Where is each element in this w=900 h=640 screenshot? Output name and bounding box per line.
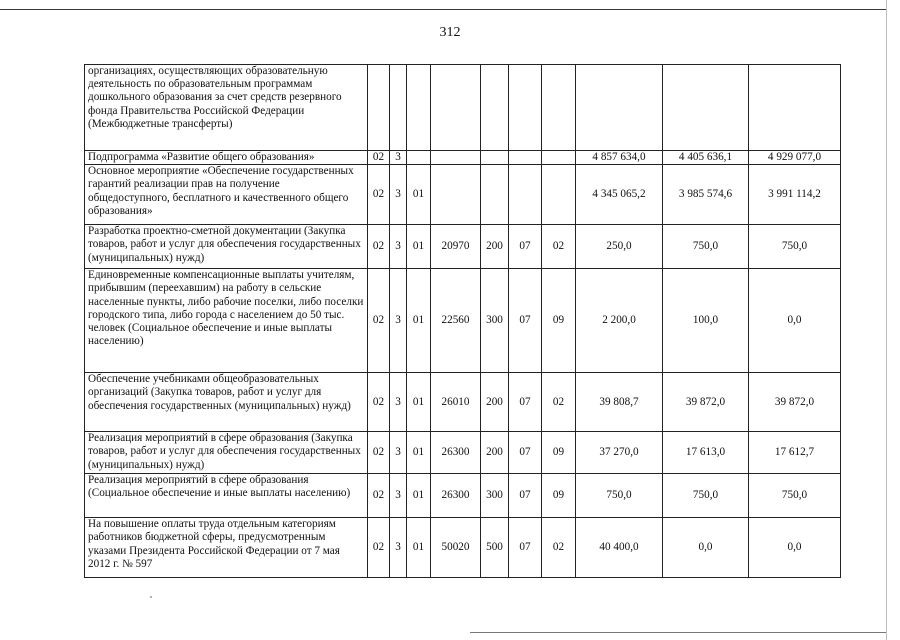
amount-cell: 4 929 077,0 [749, 151, 841, 165]
amount-cell: 3 985 574,6 [663, 165, 749, 225]
code-cell: 3 [390, 269, 407, 373]
amount-cell: 4 405 636,1 [663, 151, 749, 165]
code-cell: 07 [509, 225, 542, 269]
code-cell: 26010 [431, 373, 481, 432]
code-cell [368, 65, 390, 151]
code-cell: 3 [390, 165, 407, 225]
code-cell [509, 165, 542, 225]
code-cell [431, 151, 481, 165]
code-cell: 3 [390, 474, 407, 518]
code-cell: 02 [368, 225, 390, 269]
amount-cell: 0,0 [749, 269, 841, 373]
code-cell: 200 [481, 373, 509, 432]
table-row [85, 225, 841, 269]
code-cell [390, 65, 407, 151]
row-description: Реализация мероприятий в сфере образования (Закупка товаров, работ и услуг для обеспечения государственных (муниципальных) нужд) [85, 432, 368, 474]
code-cell: 20970 [431, 225, 481, 269]
row-description: Основное мероприятие «Обеспечение государственных гарантий реализации прав на получение общедоступного, бесплатного и качественного общего образования» [85, 165, 368, 225]
amount-cell: 39 808,7 [576, 373, 663, 432]
code-cell: 07 [509, 269, 542, 373]
table-row [85, 269, 841, 373]
amount-cell: 17 613,0 [663, 432, 749, 474]
amount-cell: 250,0 [576, 225, 663, 269]
amount-cell: 40 400,0 [576, 518, 663, 578]
table-row [85, 151, 841, 165]
code-cell: 09 [542, 432, 576, 474]
code-cell: 01 [407, 432, 431, 474]
table-row [85, 373, 841, 432]
code-cell: 01 [407, 373, 431, 432]
code-cell: 26300 [431, 474, 481, 518]
code-cell: 02 [368, 373, 390, 432]
code-cell [431, 65, 481, 151]
code-cell [542, 165, 576, 225]
amount-cell: 17 612,7 [749, 432, 841, 474]
row-description: организациях, осуществляющих образовательную деятельность по образовательным программам дошкольного образования за счет средств резервного фонда Правительства Российской Федерации (Межбюджетные трансферты) [85, 65, 368, 151]
amount-cell: 100,0 [663, 269, 749, 373]
table-row [85, 432, 841, 474]
code-cell: 3 [390, 432, 407, 474]
code-cell: 09 [542, 474, 576, 518]
row-description: Обеспечение учебниками общеобразовательных организаций (Закупка товаров, работ и услуг для обеспечения государственных (муниципальных) нужд) [85, 373, 368, 432]
amount-cell: 2 200,0 [576, 269, 663, 373]
code-cell [509, 151, 542, 165]
code-cell: 02 [368, 269, 390, 373]
code-cell [407, 65, 431, 151]
code-cell: 02 [368, 518, 390, 578]
code-cell: 22560 [431, 269, 481, 373]
amount-cell [576, 65, 663, 151]
code-cell: 200 [481, 432, 509, 474]
code-cell: 50020 [431, 518, 481, 578]
code-cell: 500 [481, 518, 509, 578]
amount-cell: 750,0 [663, 474, 749, 518]
code-cell: 02 [368, 432, 390, 474]
code-cell: 07 [509, 373, 542, 432]
code-cell: 09 [542, 269, 576, 373]
code-cell: 01 [407, 269, 431, 373]
row-description: Подпрограмма «Развитие общего образования» [85, 151, 368, 165]
amount-cell: 3 991 114,2 [749, 165, 841, 225]
code-cell: 3 [390, 518, 407, 578]
code-cell: 3 [390, 373, 407, 432]
amount-cell: 750,0 [749, 474, 841, 518]
amount-cell [663, 65, 749, 151]
row-description: Реализация мероприятий в сфере образования (Социальное обеспечение и иные выплаты населению) [85, 474, 368, 518]
row-description: Единовременные компенсационные выплаты учителям, прибывшим (переехавшим) на работу в сельские населенные пункты, либо рабочие поселки, либо поселки городского типа, либо города с населением до 50 тыс. человек (Социальное обеспечение и иные выплаты населению) [85, 269, 368, 373]
code-cell [481, 151, 509, 165]
page-number: 312 [439, 25, 461, 40]
amount-cell: 4 345 065,2 [576, 165, 663, 225]
amount-cell [749, 65, 841, 151]
row-description: Разработка проектно-сметной документации (Закупка товаров, работ и услуг для обеспечения государственных (муниципальных) нужд) [85, 225, 368, 269]
table-row [85, 518, 841, 578]
row-description: На повышение оплаты труда отдельным категориям работников бюджетной сферы, предусмотренным указами Президента Российской Федерации от 7 мая 2012 г. № 597 [85, 518, 368, 578]
code-cell: 01 [407, 518, 431, 578]
code-cell: 02 [368, 151, 390, 165]
table-row [85, 65, 841, 151]
code-cell [431, 165, 481, 225]
code-cell: 07 [509, 474, 542, 518]
code-cell: 02 [542, 225, 576, 269]
code-cell: 3 [390, 151, 407, 165]
amount-cell: 750,0 [663, 225, 749, 269]
code-cell: 26300 [431, 432, 481, 474]
code-cell: 01 [407, 165, 431, 225]
amount-cell: 0,0 [749, 518, 841, 578]
code-cell: 07 [509, 518, 542, 578]
code-cell: 300 [481, 269, 509, 373]
code-cell [509, 65, 542, 151]
scan-speck [150, 596, 152, 598]
code-cell: 01 [407, 225, 431, 269]
table-row [85, 474, 841, 518]
scan-bottom-edge [470, 632, 886, 633]
code-cell: 01 [407, 474, 431, 518]
amount-cell: 37 270,0 [576, 432, 663, 474]
code-cell [407, 151, 431, 165]
code-cell [542, 65, 576, 151]
amount-cell: 39 872,0 [749, 373, 841, 432]
code-cell: 02 [368, 474, 390, 518]
code-cell [542, 151, 576, 165]
code-cell: 02 [368, 165, 390, 225]
amount-cell: 4 857 634,0 [576, 151, 663, 165]
amount-cell: 0,0 [663, 518, 749, 578]
amount-cell: 750,0 [749, 225, 841, 269]
amount-cell: 750,0 [576, 474, 663, 518]
code-cell: 02 [542, 373, 576, 432]
code-cell: 300 [481, 474, 509, 518]
table-row [85, 165, 841, 225]
code-cell: 07 [509, 432, 542, 474]
amount-cell: 39 872,0 [663, 373, 749, 432]
budget-table [84, 64, 841, 578]
scan-top-border [0, 0, 900, 10]
code-cell: 02 [542, 518, 576, 578]
scan-right-edge [886, 0, 900, 640]
code-cell [481, 165, 509, 225]
code-cell [481, 65, 509, 151]
code-cell: 200 [481, 225, 509, 269]
code-cell: 3 [390, 225, 407, 269]
